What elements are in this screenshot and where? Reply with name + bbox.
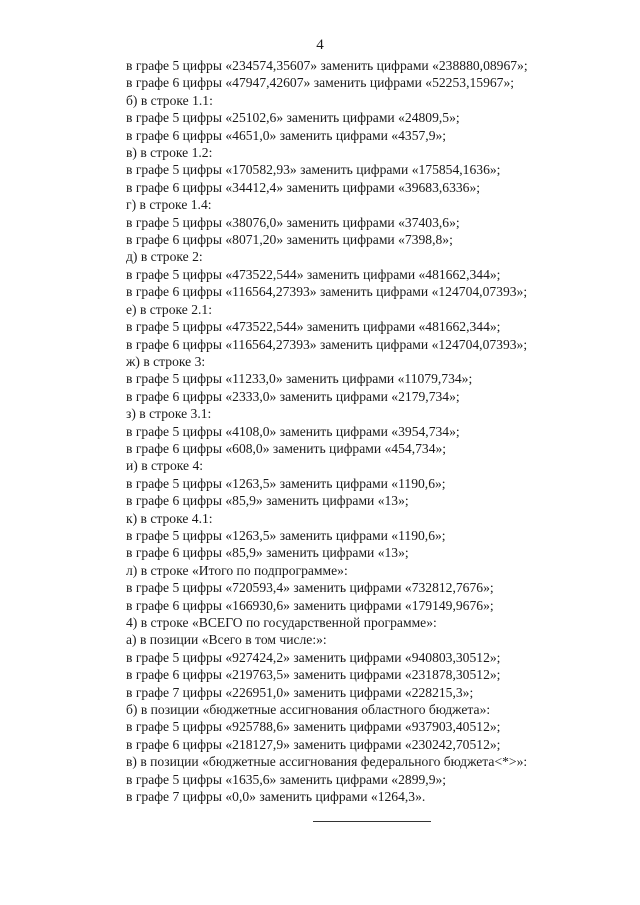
- text-line: л) в строке «Итого по подпрограмме»:: [126, 562, 348, 578]
- text-line: в графе 5 цифры «4108,0» заменить цифрами «3954,734»;: [126, 423, 460, 439]
- text-line: в графе 6 цифры «608,0» заменить цифрами «454,734»;: [126, 440, 447, 456]
- text-line: б) в строке 1.1:: [126, 92, 213, 108]
- text-line: в графе 5 цифры «925788,6» заменить цифрами «937903,40512»;: [126, 719, 501, 735]
- text-line: в) в строке 1.2:: [126, 145, 213, 161]
- text-line: в графе 5 цифры «720593,4» заменить цифрами «732812,7676»;: [126, 580, 494, 596]
- text-line: в графе 5 цифры «473522,544» заменить цифрами «481662,344»;: [126, 266, 501, 282]
- text-line: в графе 6 цифры «166930,6» заменить цифрами «179149,9676»;: [126, 597, 494, 613]
- text-line: в графе 6 цифры «8071,20» заменить цифрами «7398,8»;: [126, 232, 453, 248]
- text-line: в графе 5 цифры «25102,6» заменить цифрами «24809,5»;: [126, 110, 460, 126]
- text-line: в графе 5 цифры «11233,0» заменить цифрами «11079,734»;: [126, 371, 473, 387]
- text-line: ж) в строке 3:: [126, 353, 206, 369]
- text-line: д) в строке 2:: [126, 249, 203, 265]
- text-line: 4) в строке «ВСЕГО по государственной программе»:: [126, 615, 437, 630]
- text-line: в графе 5 цифры «473522,544» заменить цифрами «481662,344»;: [126, 319, 501, 335]
- text-line: в графе 7 цифры «0,0» заменить цифрами «1264,3».: [126, 789, 426, 805]
- text-line: в графе 5 цифры «38076,0» заменить цифрами «37403,6»;: [126, 214, 460, 230]
- text-line: в графе 6 цифры «85,9» заменить цифрами «13»;: [126, 545, 409, 561]
- text-line: г) в строке 1.4:: [126, 197, 212, 213]
- text-line: б) в позиции «бюджетные ассигнования областного бюджета»:: [126, 702, 491, 718]
- document-body: [126, 57, 590, 805]
- text-line: з) в строке 3.1:: [126, 406, 212, 422]
- text-line: в графе 6 цифры «2333,0» заменить цифрами «2179,734»;: [126, 388, 460, 404]
- text-line: в графе 5 цифры «927424,2» заменить цифрами «940803,30512»;: [126, 649, 501, 665]
- closing-separator-line: [313, 821, 431, 822]
- text-line: в графе 5 цифры «1635,6» заменить цифрами «2899,9»;: [126, 771, 447, 787]
- page-number: 4: [316, 37, 324, 53]
- text-line: в графе 6 цифры «34412,4» заменить цифрами «39683,6336»;: [126, 179, 481, 195]
- text-line: и) в строке 4:: [126, 458, 204, 474]
- text-line: а) в позиции «Всего в том числе:»:: [126, 632, 327, 648]
- text-line: в) в позиции «бюджетные ассигнования федерального бюджета<*>»:: [126, 754, 528, 770]
- text-line: в графе 6 цифры «218127,9» заменить цифрами «230242,70512»;: [126, 736, 501, 752]
- text-line: в графе 6 цифры «219763,5» заменить цифрами «231878,30512»;: [126, 667, 501, 683]
- text-line: к) в строке 4.1:: [126, 510, 213, 526]
- text-line: в графе 5 цифры «1263,5» заменить цифрами «1190,6»;: [126, 475, 446, 491]
- text-line: в графе 5 цифры «1263,5» заменить цифрами «1190,6»;: [126, 527, 446, 543]
- text-line: в графе 7 цифры «226951,0» заменить цифрами «228215,3»;: [126, 684, 474, 700]
- text-line: в графе 6 цифры «116564,27393» заменить цифрами «124704,07393»;: [126, 336, 528, 352]
- text-line: в графе 5 цифры «170582,93» заменить цифрами «175854,1636»;: [126, 162, 501, 178]
- text-line: в графе 6 цифры «47947,42607» заменить цифрами «52253,15967»;: [126, 75, 515, 91]
- text-line: в графе 6 цифры «4651,0» заменить цифрами «4357,9»;: [126, 127, 447, 143]
- text-line: е) в строке 2.1:: [126, 301, 212, 317]
- text-line: в графе 5 цифры «234574,35607» заменить цифрами «238880,08967»;: [126, 58, 528, 73]
- text-line: в графе 6 цифры «85,9» заменить цифрами «13»;: [126, 493, 409, 509]
- text-line: в графе 6 цифры «116564,27393» заменить цифрами «124704,07393»;: [126, 284, 528, 300]
